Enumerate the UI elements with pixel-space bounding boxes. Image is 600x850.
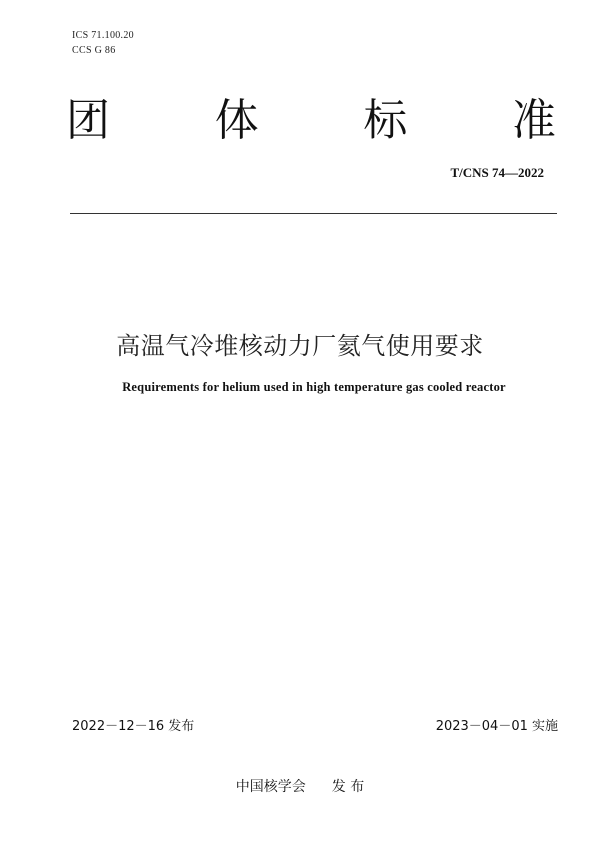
publisher-name: 中国核学会 — [235, 779, 306, 795]
classification-codes — [72, 28, 134, 58]
publisher-line — [0, 776, 600, 796]
standard-type-char: 标 — [363, 95, 408, 146]
standard-type-char: 准 — [511, 95, 556, 146]
standard-type-char: 团 — [66, 95, 110, 146]
standard-type-heading — [66, 92, 556, 150]
ics-code: ICS 71.100.20 — [72, 30, 134, 41]
ccs-code: CCS G 86 — [72, 45, 116, 56]
header-divider — [70, 213, 557, 214]
document-title-chinese: 高温气冷堆核动力厂氦气使用要求 — [116, 332, 484, 360]
standard-type-char: 体 — [214, 95, 259, 146]
document-title-english: Requirements for helium used in high temperature gas cooled reactor — [122, 380, 506, 394]
implement-date: 2023－04－01 实施 — [435, 719, 558, 734]
publisher-action: 发 布 — [331, 779, 365, 795]
issue-date: 2022－12－16 发布 — [72, 719, 195, 734]
standard-number: T/CNS 74—2022 — [450, 165, 544, 180]
